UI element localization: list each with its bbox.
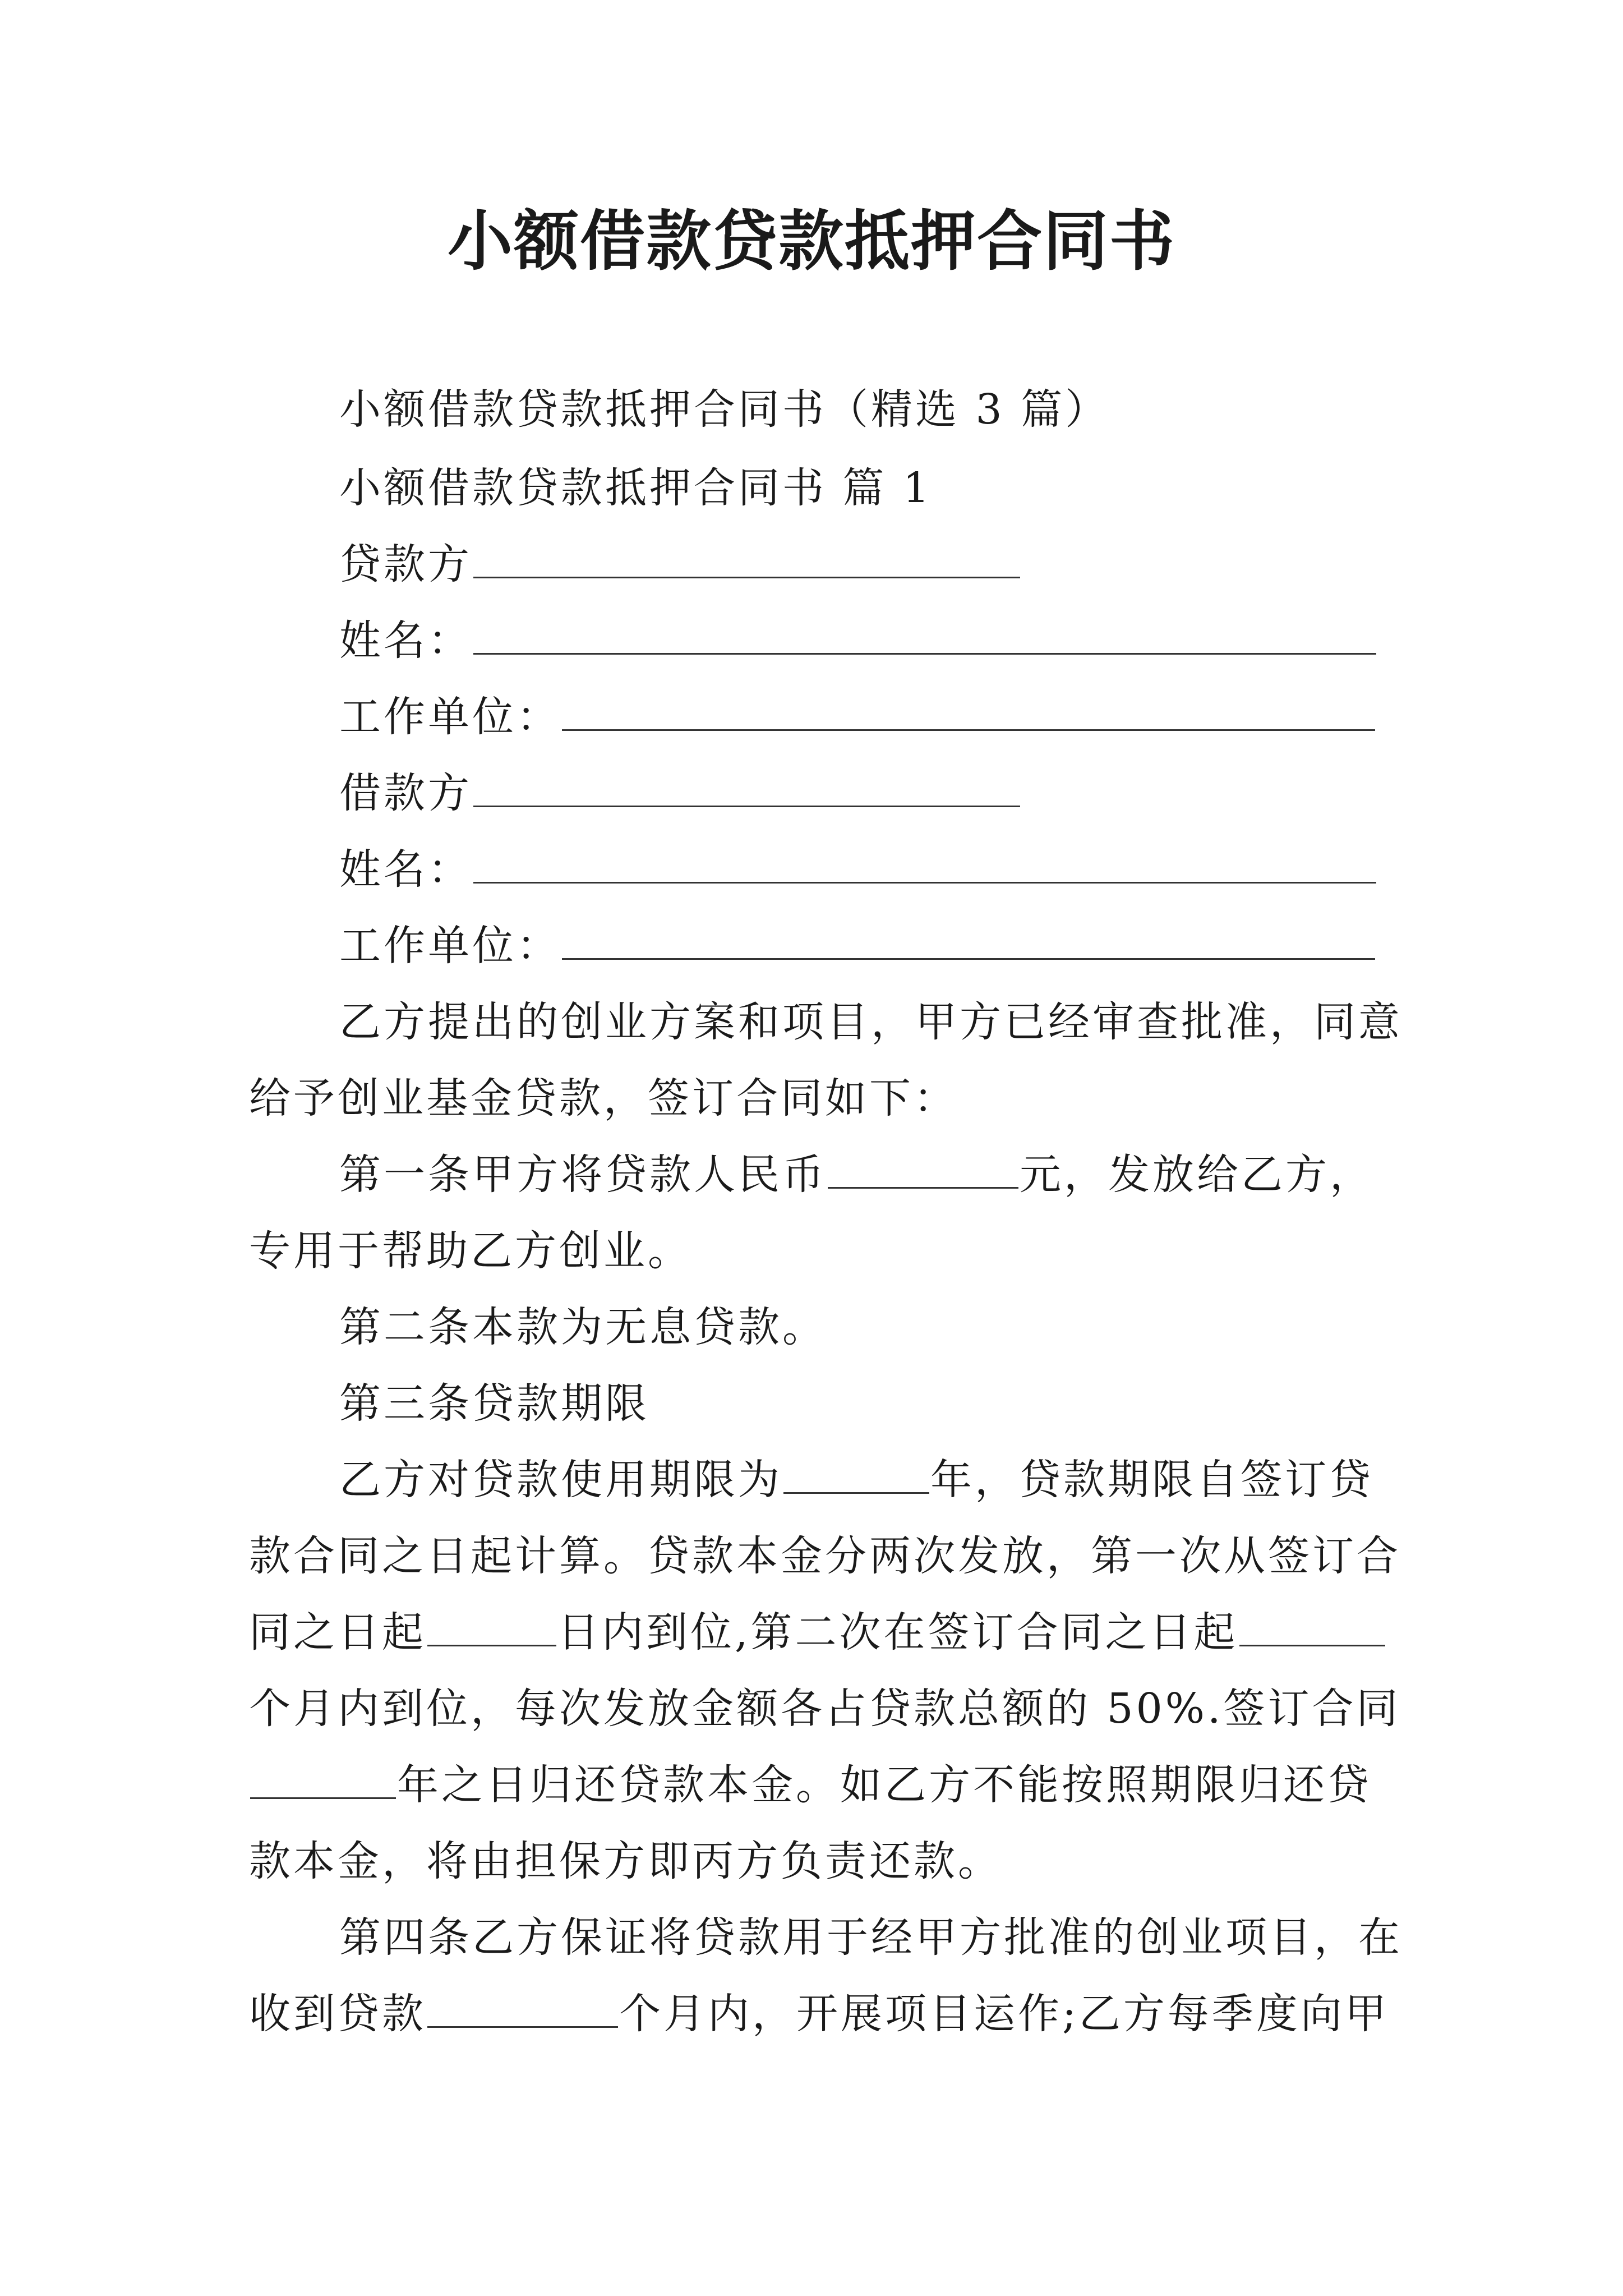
intro-line-1: 乙方提出的创业方案和项目，甲方已经审查批准，同意 xyxy=(339,998,1403,1046)
second-months-blank xyxy=(1239,1605,1385,1646)
article-1-text-b: 元，发放给乙方， xyxy=(1020,1151,1374,1199)
document-subtitle: 小额借款贷款抵押合同书（精选 3 篇） xyxy=(339,385,1110,434)
lender-name-blank xyxy=(473,614,1376,655)
lender-work-label: 工作单位： xyxy=(339,693,561,741)
section-heading: 小额借款贷款抵押合同书 篇 1 xyxy=(339,464,933,512)
borrower-work-blank xyxy=(562,919,1375,960)
lender-work-blank xyxy=(562,690,1375,731)
amount-blank xyxy=(828,1148,1018,1189)
article-3-line-4: 个月内到位，每次发放金额各占贷款总额的 50%.签订合同 xyxy=(249,1685,1401,1733)
borrower-label: 借款方 xyxy=(339,769,472,817)
borrower-name-label: 姓名： xyxy=(339,845,472,894)
article-3-text-e: 年之日归还贷款本金。如乙方不能按照期限归还贷 xyxy=(397,1761,1372,1809)
lender-label: 贷款方 xyxy=(339,540,472,588)
article-4-text-b: 个月内，开展项目运作;乙方每季度向甲 xyxy=(619,1990,1389,2038)
article-3-line-1 xyxy=(339,1452,1373,1508)
article-3-text-b: 年，贷款期限自签订贷 xyxy=(930,1456,1373,1504)
article-3-text-a: 乙方对贷款使用期限为 xyxy=(339,1456,782,1504)
article-1-line-2: 专用于帮助乙方创业。 xyxy=(249,1227,692,1275)
article-3-line-3 xyxy=(249,1604,1386,1660)
article-3-line-2: 款合同之日起计算。贷款本金分两次发放，第一次从签订合 xyxy=(249,1532,1401,1580)
borrower-name-line xyxy=(339,841,1377,898)
article-3-text-c: 同之日起 xyxy=(249,1608,426,1657)
lender-name-line xyxy=(339,613,1377,669)
article-4-text-a: 收到贷款 xyxy=(249,1990,426,2038)
borrower-name-blank xyxy=(473,843,1376,884)
article-3-text-d: 日内到位,第二次在签订合同之日起 xyxy=(557,1608,1238,1657)
article-3-line-6: 款本金，将由担保方即丙方负责还款。 xyxy=(249,1837,1002,1885)
lender-line xyxy=(339,536,1021,592)
article-1-text-a: 第一条甲方将贷款人民币 xyxy=(339,1151,827,1199)
lender-blank xyxy=(473,537,1020,578)
article-2: 第二条本款为无息贷款。 xyxy=(339,1303,827,1351)
borrower-work-line xyxy=(339,918,1376,974)
article-4-line-1: 第四条乙方保证将贷款用于经甲方批准的创业项目，在 xyxy=(339,1913,1403,1962)
intro-line-2: 给予创业基金贷款，签订合同如下： xyxy=(249,1074,958,1122)
borrower-work-label: 工作单位： xyxy=(339,922,561,970)
article-3-line-5 xyxy=(249,1757,1372,1813)
article-1-line-1 xyxy=(339,1147,1374,1203)
term-years-blank xyxy=(783,1453,929,1494)
months-blank xyxy=(427,1987,618,2028)
first-days-blank xyxy=(427,1605,556,1646)
repay-years-blank xyxy=(250,1758,396,1799)
lender-name-label: 姓名： xyxy=(339,616,472,665)
document-title: 小额借款贷款抵押合同书 xyxy=(448,203,1175,279)
borrower-blank xyxy=(473,766,1020,807)
borrower-line xyxy=(339,765,1021,821)
article-3-heading: 第三条贷款期限 xyxy=(339,1379,649,1428)
article-4-line-2 xyxy=(249,1986,1389,2042)
lender-work-line xyxy=(339,689,1376,745)
